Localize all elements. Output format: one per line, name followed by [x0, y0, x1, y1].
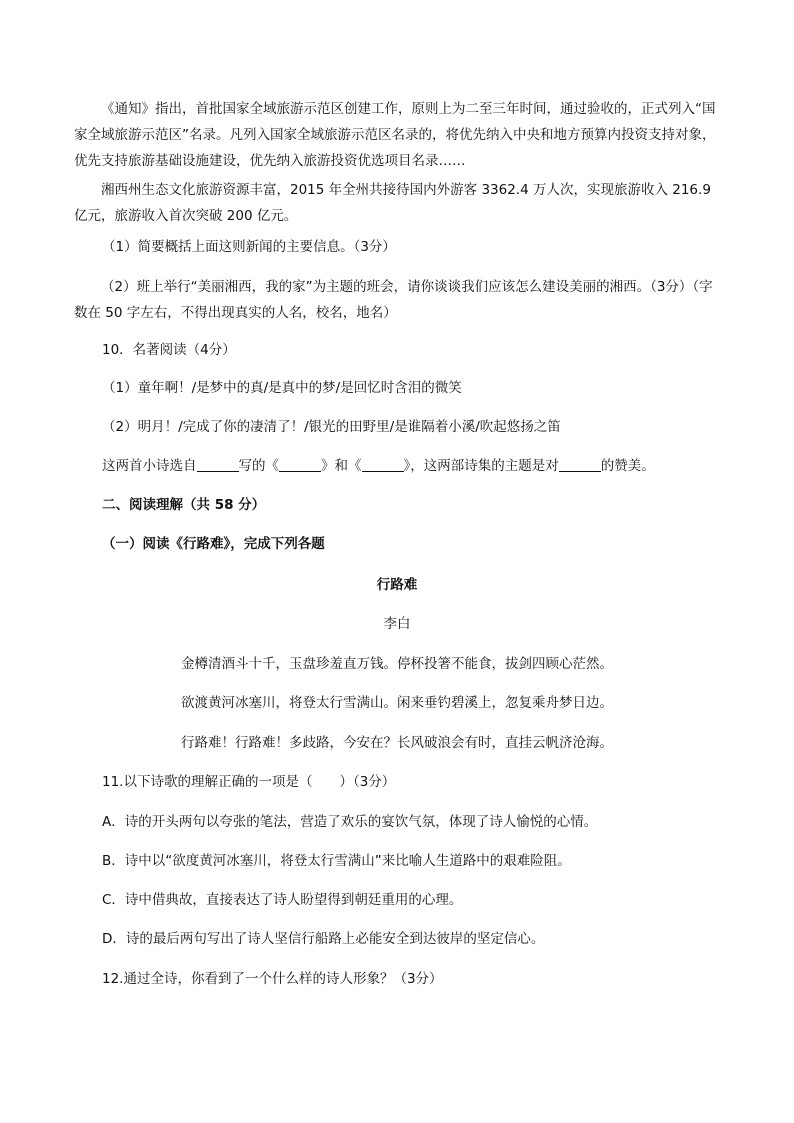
question-10-fill-in: [102, 456, 655, 476]
poem-author: 李白: [383, 616, 411, 632]
question-11-option-c[interactable]: C．诗中借典故，直接表达了诗人盼望得到朝廷重用的心理。: [102, 892, 463, 908]
question-11-option-b[interactable]: B．诗中以“欲度黄河冰塞川，将登太行雪满山”来比喻人生道路中的艰难险阻。: [102, 853, 571, 869]
fill-text-2: 写的《: [238, 458, 279, 474]
question-10-title: 10．名著阅读（4分）: [102, 342, 236, 358]
poem-title: 行路难: [376, 577, 418, 593]
question-12-stem: 12.通过全诗，你看到了一个什么样的诗人形象？（3分）: [102, 971, 443, 987]
question-11-option-d[interactable]: D．诗的最后两句写出了诗人坚信行船路上必能安全到达彼岸的坚定信心。: [102, 931, 545, 947]
poem-excerpt-2: （2）明月！/完成了你的凄清了！/银光的田野里/是谁隔着小溪/吹起悠扬之笛: [102, 419, 561, 435]
question-9-1: （1）简要概括上面这则新闻的主要信息。（3分）: [102, 239, 396, 255]
question-11-option-a[interactable]: A．诗的开头两句以夸张的笔法，营造了欢乐的宴饮气氛，体现了诗人愉悦的心情。: [102, 814, 598, 830]
fill-text-4: 》，这两部诗集的主题是对: [403, 458, 559, 474]
poem-line-1: 金樽清酒斗十千，玉盘珍羞直万钱。停杯投箸不能食，拔剑四顾心茫然。: [181, 656, 613, 672]
news-paragraph-1: 《通知》指出，首批国家全域旅游示范区创建工作，原则上为二至三年时间，通过验收的，正式列入“国家全域旅游示范区”名录。凡列入国家全域旅游示范区名录的，将优先纳入中央和地方预算内投资支持对象，优先支持旅游基础设施建设，优先纳入旅游投资优选项目名录……: [74, 101, 716, 169]
question-11-stem: 11.以下诗歌的理解正确的一项是（ ）（3分）: [102, 774, 396, 790]
section-2-1-title: （一）阅读《行路难》，完成下列各题: [102, 536, 325, 552]
fill-text-5: 的赞美。: [600, 458, 655, 474]
poem-line-2: 欲渡黄河冰塞川，将登太行雪满山。闲来垂钓碧溪上，忽复乘舟梦日边。: [181, 695, 613, 711]
section-2-title: 二、阅读理解（共 58 分）: [102, 497, 266, 513]
blank-theme[interactable]: [559, 457, 601, 472]
fill-text-3: 》和《: [321, 458, 362, 474]
blank-author[interactable]: [197, 457, 239, 472]
blank-collection-1[interactable]: [279, 457, 321, 472]
blank-collection-2[interactable]: [362, 457, 404, 472]
poem-line-3: 行路难！行路难！多歧路，今安在？长风破浪会有时，直挂云帆济沧海。: [181, 735, 613, 751]
fill-text-1: 这两首小诗选自: [102, 458, 197, 474]
question-9-2: （2）班上举行“美丽湘西，我的家”为主题的班会，请你谈谈我们应该怎么建设美丽的湘西。（3分）（字数在 50 字左右，不得出现真实的人名，校名，地名）: [74, 279, 713, 321]
poem-excerpt-1: （1）童年啊！/是梦中的真/是真中的梦/是回忆时含泪的微笑: [102, 380, 462, 396]
news-paragraph-2: 湘西州生态文化旅游资源丰富，2015 年全州共接待国内外游客 3362.4 万人次，实现旅游收入 216.9 亿元，旅游收入首次突破 200 亿元。: [74, 182, 711, 224]
